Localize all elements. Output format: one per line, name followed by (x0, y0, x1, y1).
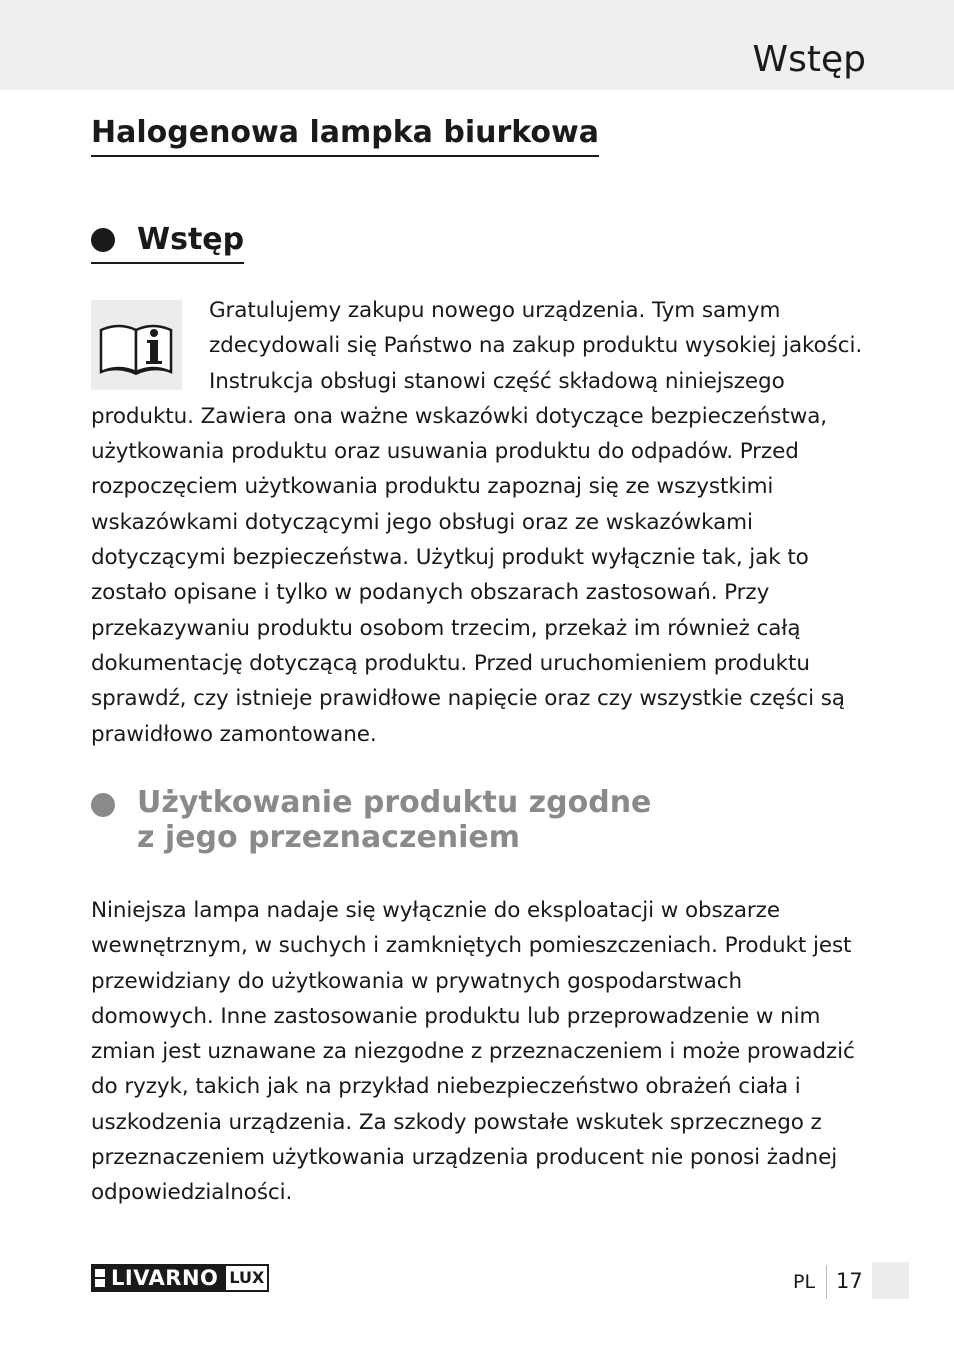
logo-mark-icon (95, 1269, 105, 1287)
brand-name: LIVARNO (111, 1266, 219, 1290)
bullet-icon (91, 228, 115, 252)
intro-paragraph: Gratulujemy zakupu nowego urządzenia. Tym samym zdecydowali się Państwo na zakup produktu wysokiej jakości. Instrukcja obsługi stanowi część składową niniejszego produktu. Zawiera ona ważne wskazówki dotyczące bezpieczeństwa, użytkowania produktu oraz usuwania produktu do odpadów. Przed rozpoczęciem użytkowania produktu zapoznaj się ze wszystkimi wskazówkami dotyczącymi jego obsługi oraz ze wskazówkami dotyczącymi bezpieczeństwa. Użytkuj produkt wyłącznie tak, jak to zostało opisane i tylko w podanych obszarach zastosowań. Przy przekazywaniu produktu osobom trzecim, przekaż im również całą dokumentację dotyczącą produktu. Przed uruchomieniem produktu sprawdź, czy istnieje prawidłowe napięcie oraz czy wszystkie części są prawidłowo zamontowane. (91, 298, 863, 747)
section-title-usage-line2: z jego przeznaczeniem (137, 820, 521, 855)
language-code: PL (793, 1271, 816, 1293)
icon-spacer (91, 293, 209, 393)
intro-paragraph-container (91, 293, 866, 752)
brand-logo-main (91, 1264, 224, 1292)
section-heading-intro (91, 220, 244, 264)
section-heading-usage (91, 785, 651, 855)
footer-divider (826, 1265, 827, 1299)
page-number: 17 (836, 1269, 863, 1293)
brand-logo (91, 1264, 269, 1292)
document-title: Halogenowa lampka biurkowa (91, 113, 599, 157)
usage-paragraph-container (91, 893, 866, 1211)
section-title-intro: Wstęp (137, 222, 245, 257)
brand-suffix: LUX (224, 1264, 269, 1292)
section-title-usage-line1: Użytkowanie produktu zgodne (137, 785, 652, 820)
page-tab-marker (872, 1262, 909, 1299)
bullet-icon (91, 793, 115, 817)
usage-paragraph: Niniejsza lampa nadaje się wyłącznie do eksploatacji w obszarze wewnętrznym, w suchych i zamkniętych pomieszczeniach. Produkt jest przewidziany do użytkowania w prywatnych gospodarstwach domowych. Inne zastosowanie produktu lub przeprowadzenie w nim zmian jest uznawane za niezgodne z przeznaczeniem i może prowadzić do ryzyk, takich jak na przykład niebezpieczeństwo obrażeń ciała i uszkodzenia urządzenia. Za szkody powstałe wskutek sprzecznego z przeznaczeniem użytkowania urządzenia producent nie ponosi żadnej odpowiedzialności. (91, 898, 855, 1206)
header-title: Wstęp (752, 39, 866, 80)
